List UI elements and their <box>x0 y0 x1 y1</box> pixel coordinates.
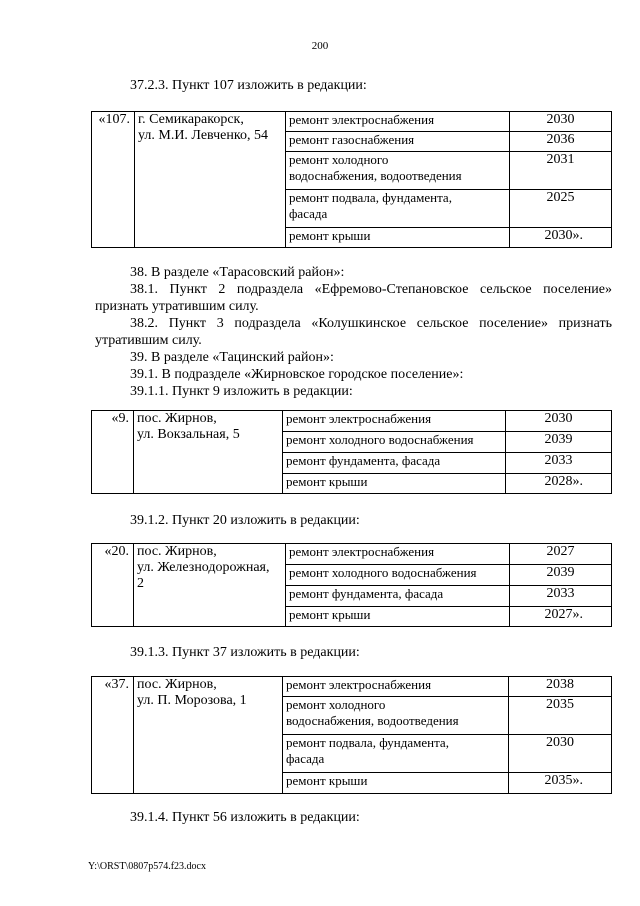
paragraph-39-1-4: 39.1.4. Пункт 56 изложить в редакции: <box>130 810 360 825</box>
work-type-cell: ремонт электроснабжения <box>286 112 510 132</box>
year-cell: 2035 <box>509 697 612 735</box>
year-cell: 2025 <box>510 190 612 228</box>
year-cell: 2035». <box>509 773 612 794</box>
address-cell: г. Семикаракорск, ул. М.И. Левченко, 54 <box>135 112 286 248</box>
table-row <box>92 411 612 432</box>
work-type-cell: ремонт холодного водоснабжения, водоотведения <box>283 697 509 735</box>
year-cell: 2027 <box>510 544 612 565</box>
work-type-cell: ремонт крыши <box>286 607 510 627</box>
document-path-footer: Y:\ORST\0807p574.f23.docx <box>88 861 206 872</box>
work-type-cell: ремонт подвала, фундамента, фасада <box>286 190 510 228</box>
year-cell: 2039 <box>510 565 612 586</box>
paragraph-line: 38.1. Пункт 2 подраздела «Ефремово-Степановское сельское поселение» <box>130 282 612 297</box>
year-cell: 2030 <box>510 112 612 132</box>
paragraph-38-1 <box>95 281 612 315</box>
work-type-cell: ремонт крыши <box>286 228 510 248</box>
paragraph-39: 39. В разделе «Тацинский район»: <box>130 350 334 365</box>
year-cell: 2031 <box>510 152 612 190</box>
paragraph-39-1: 39.1. В подразделе «Жирновское городское поселение»: <box>130 367 464 382</box>
work-type-cell: ремонт газоснабжения <box>286 132 510 152</box>
year-cell: 2033 <box>510 586 612 607</box>
paragraph-38-2 <box>95 315 612 349</box>
year-cell: 2036 <box>510 132 612 152</box>
year-cell: 2027». <box>510 607 612 627</box>
table-row <box>92 112 612 132</box>
amendment-table-20 <box>91 543 612 627</box>
work-type-cell: ремонт электроснабжения <box>286 544 510 565</box>
work-type-cell: ремонт подвала, фундамента, фасада <box>283 735 509 773</box>
year-cell: 2033 <box>506 453 612 474</box>
paragraph-line: утратившим силу. <box>95 333 202 348</box>
paragraph-line: признать утратившим силу. <box>95 299 259 314</box>
work-type-cell: ремонт крыши <box>283 773 509 794</box>
work-type-cell: ремонт холодного водоснабжения <box>283 432 506 453</box>
paragraph-37-2-3: 37.2.3. Пункт 107 изложить в редакции: <box>130 78 367 93</box>
paragraph-38: 38. В разделе «Тарасовский район»: <box>130 265 345 280</box>
address-cell: пос. Жирнов, ул. Вокзальная, 5 <box>134 411 283 494</box>
year-cell: 2030 <box>506 411 612 432</box>
paragraph-line: 38.2. Пункт 3 подраздела «Колушкинское сельское поселение» признать <box>130 316 612 331</box>
address-cell: пос. Жирнов, ул. П. Морозова, 1 <box>134 677 283 794</box>
work-type-cell: ремонт крыши <box>283 474 506 494</box>
paragraph-39-1-2: 39.1.2. Пункт 20 изложить в редакции: <box>130 513 360 528</box>
year-cell: 2038 <box>509 677 612 697</box>
work-type-cell: ремонт фундамента, фасада <box>286 586 510 607</box>
amendment-table-107 <box>91 111 612 248</box>
table-row <box>92 544 612 565</box>
table-row <box>92 677 612 697</box>
work-type-cell: ремонт холодного водоснабжения <box>286 565 510 586</box>
amendment-table-9 <box>91 410 612 494</box>
paragraph-39-1-3: 39.1.3. Пункт 37 изложить в редакции: <box>130 645 360 660</box>
work-type-cell: ремонт электроснабжения <box>283 677 509 697</box>
item-number: «9. <box>92 411 134 494</box>
year-cell: 2030». <box>510 228 612 248</box>
work-type-cell: ремонт фундамента, фасада <box>283 453 506 474</box>
address-cell: пос. Жирнов, ул. Железнодорожная, 2 <box>134 544 286 627</box>
paragraph-39-1-1: 39.1.1. Пункт 9 изложить в редакции: <box>130 384 353 399</box>
year-cell: 2039 <box>506 432 612 453</box>
year-cell: 2030 <box>509 735 612 773</box>
year-cell: 2028». <box>506 474 612 494</box>
amendment-table-37 <box>91 676 612 794</box>
item-number: «20. <box>92 544 134 627</box>
work-type-cell: ремонт холодного водоснабжения, водоотведения <box>286 152 510 190</box>
work-type-cell: ремонт электроснабжения <box>283 411 506 432</box>
item-number: «107. <box>92 112 135 248</box>
item-number: «37. <box>92 677 134 794</box>
page-number: 200 <box>311 40 329 52</box>
